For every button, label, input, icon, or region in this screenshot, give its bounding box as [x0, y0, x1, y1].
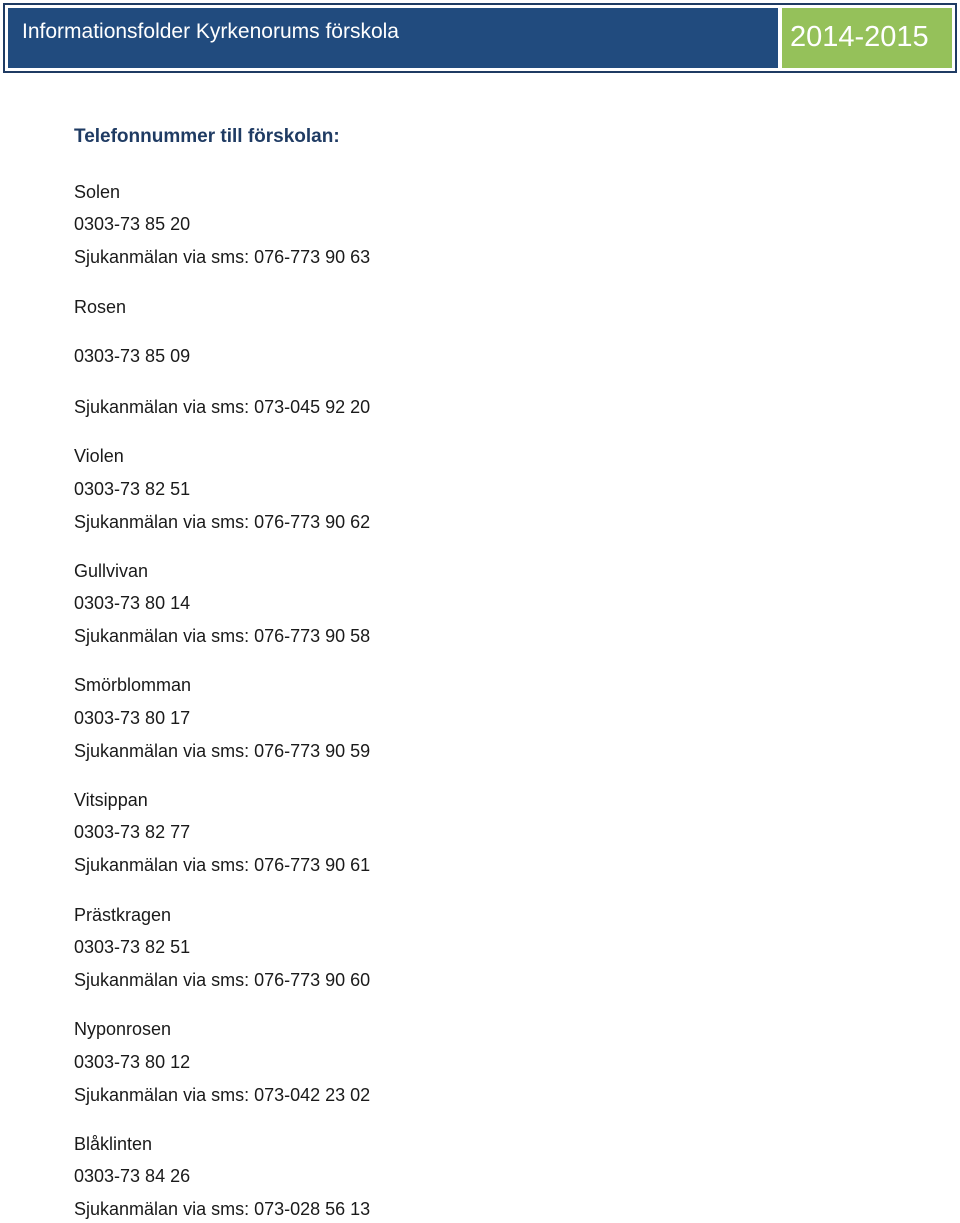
group-phone-smorblomman: 0303-73 80 17: [74, 708, 191, 728]
header-year-box: [782, 8, 952, 68]
group-sms-gullvivan: Sjukanmälan via sms: 076-773 90 58: [74, 626, 371, 646]
group-phone-vitsippan: 0303-73 82 77: [74, 822, 191, 842]
group-phone-prastkragen: 0303-73 82 51: [74, 937, 191, 957]
group-phone-blaklinten: 0303-73 84 26: [74, 1166, 191, 1186]
group-name-smorblomman: Smörblomman: [74, 675, 192, 695]
group-sms-blaklinten: Sjukanmälan via sms: 073-028 56 13: [74, 1199, 371, 1219]
group-sms-smorblomman: Sjukanmälan via sms: 076-773 90 59: [74, 741, 371, 761]
header-title: Informationsfolder Kyrkenorums förskola: [22, 20, 399, 43]
group-name-vitsippan: Vitsippan: [74, 790, 148, 810]
group-name-violen: Violen: [74, 446, 124, 466]
group-name-prastkragen: Prästkragen: [74, 905, 172, 925]
header-year: 2014-2015: [790, 21, 929, 53]
group-name-solen: Solen: [74, 182, 121, 202]
group-sms-solen: Sjukanmälan via sms: 076-773 90 63: [74, 247, 371, 267]
group-name-rosen: Rosen: [74, 297, 127, 317]
section-heading: Telefonnummer till förskolan:: [74, 126, 340, 147]
group-phone-gullvivan: 0303-73 80 14: [74, 593, 191, 613]
group-sms-nyponrosen: Sjukanmälan via sms: 073-042 23 02: [74, 1085, 371, 1105]
header-title-box: [8, 8, 778, 68]
group-sms-violen: Sjukanmälan via sms: 076-773 90 62: [74, 512, 371, 532]
group-phone-rosen: 0303-73 85 09: [74, 346, 191, 366]
group-phone-violen: 0303-73 82 51: [74, 479, 191, 499]
group-name-gullvivan: Gullvivan: [74, 561, 149, 581]
group-name-blaklinten: Blåklinten: [74, 1134, 153, 1154]
group-phone-nyponrosen: 0303-73 80 12: [74, 1052, 191, 1072]
group-sms-prastkragen: Sjukanmälan via sms: 076-773 90 60: [74, 970, 371, 990]
group-phone-solen: 0303-73 85 20: [74, 214, 191, 234]
group-name-nyponrosen: Nyponrosen: [74, 1019, 172, 1039]
group-sms-vitsippan: Sjukanmälan via sms: 076-773 90 61: [74, 855, 371, 875]
document-header: [3, 3, 957, 73]
group-sms-rosen: Sjukanmälan via sms: 073-045 92 20: [74, 397, 371, 417]
